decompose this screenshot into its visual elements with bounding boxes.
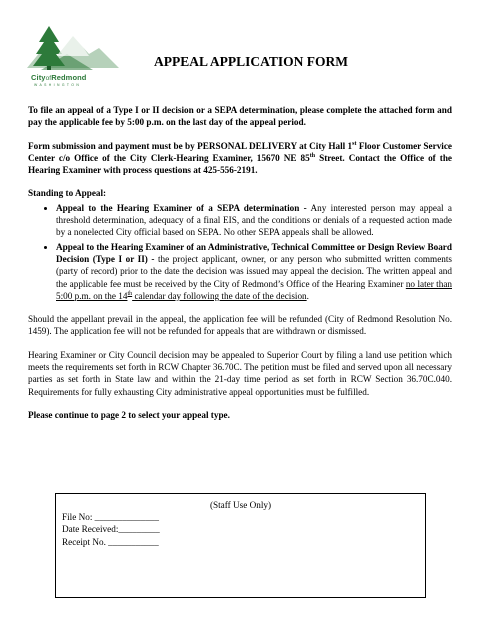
- receipt-no-field[interactable]: Receipt No. ___________: [62, 536, 159, 547]
- date-received-field[interactable]: Date Received:_________: [62, 524, 160, 535]
- superior-court-paragraph: Hearing Examiner or City Council decision may be appealed to Superior Court by filing a land use petition which meets the requirements set forth in RCW Chapter 36.70C. The petition must be filed and served upon all necessary parties as set forth in State law and within the 21-day time period as set forth in RCW Section 36.70C.040. Requirements for fully exhausting City administrative appeal opportunities must be fulfilled.: [28, 349, 452, 397]
- staff-use-box: [55, 493, 426, 598]
- intro-paragraph: To file an appeal of a Type I or II decision or a SEPA determination, please complete the attached form and pay the applicable fee by 5:00 p.m. on the last day of the appeal period.: [28, 105, 452, 128]
- form-body: [28, 104, 452, 432]
- logo-tagline: WASHINGTON: [34, 83, 82, 87]
- staff-fields: [62, 511, 160, 548]
- file-no-field[interactable]: File No: ______________: [62, 512, 159, 522]
- standing-heading: Standing to Appeal:: [28, 188, 107, 199]
- list-item: • Appeal to the Hearing Examiner of a SEPA determination - Any interested person may appeal a threshold determination, adequacy of a final EIS, and the conditions or denials of a requested action made by a nonelected City official based on SEPA. No other SEPA appeals shall be allowed.: [56, 202, 452, 239]
- tree-mountain-icon: [27, 22, 119, 72]
- standing-list: [28, 202, 452, 302]
- list-item: • Appeal to the Hearing Examiner of an Administrative, Technical Committee or Design Review Board Decision (Type I or II) - the project applicant, owner, or any person who submitted written comments (party of record) prior to the date the decision was issued may appeal the decision. The written appeal and the applicable fee must be received by the City of Redmond’s Office of the Hearing Examiner no later than 5:00 p.m. on the 14th calendar day following the date of the decision.: [56, 241, 452, 302]
- logo-name-word: Redmond: [51, 73, 87, 82]
- continue-note: Please continue to page 2 to select your appeal type.: [28, 409, 230, 420]
- submission-paragraph: Form submission and payment must be by PERSONAL DELIVERY at City Hall 1st Floor Customer Service Center c/o Office of the City Clerk-Hearing Examiner, 15670 NE 85th Street. Contact the Office of the Hearing Examiner with process questions at 425-556-2191.: [28, 140, 453, 176]
- refund-paragraph: Should the appellant prevail in the appeal, the application fee will be refunded (City of Redmond Resolution No. 1459). The application fee will not be refunded for appeals that are withdrawn or dismissed.: [28, 314, 452, 337]
- page-title: APPEAL APPLICATION FORM: [154, 54, 349, 69]
- city-of-redmond-logo: [27, 22, 119, 88]
- logo-of-word: of: [45, 75, 52, 82]
- staff-use-title: (Staff Use Only): [209, 500, 272, 510]
- logo-wordmark: [31, 73, 86, 82]
- logo-city-word: City: [31, 73, 46, 82]
